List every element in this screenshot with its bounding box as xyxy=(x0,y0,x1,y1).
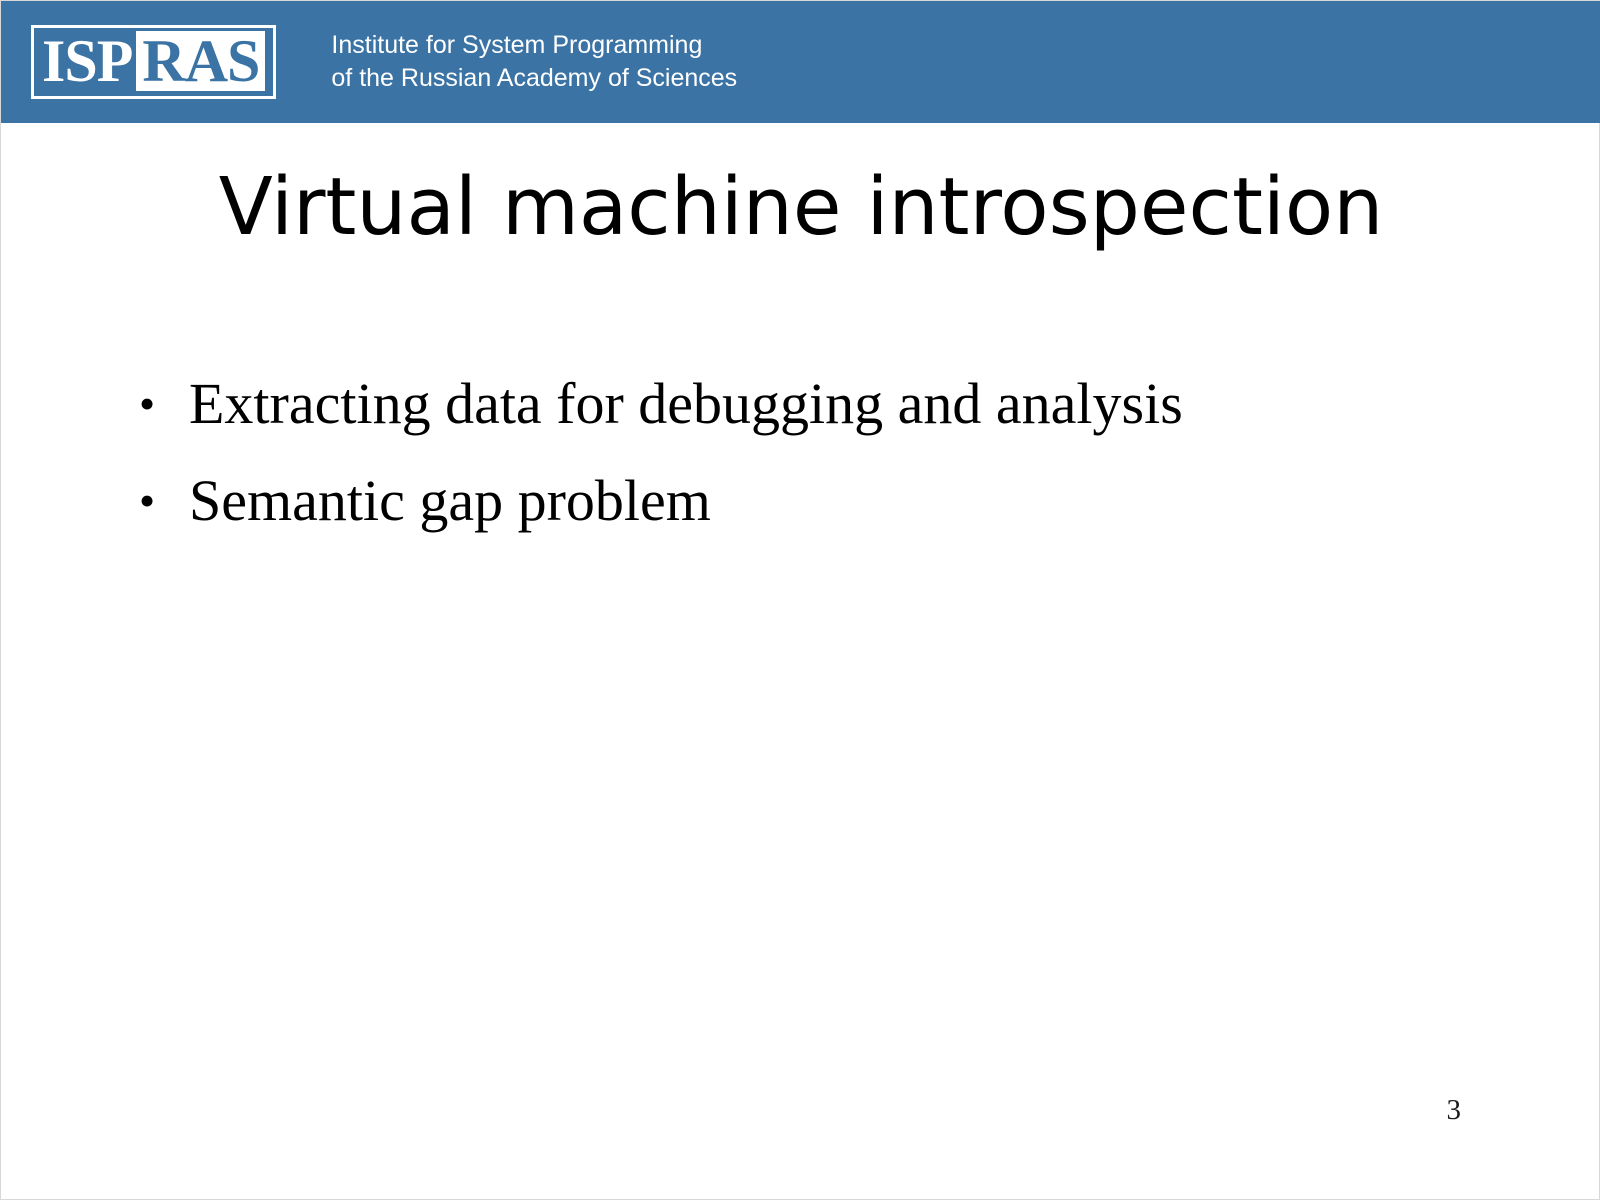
list-item xyxy=(121,456,1411,545)
list-item-label: Semantic gap problem xyxy=(189,468,711,533)
logo-text-isp: ISP xyxy=(42,28,133,94)
page-title: Virtual machine introspection xyxy=(218,161,1384,253)
list-item xyxy=(121,359,1411,448)
institute-name-line1: Institute for System Programming xyxy=(331,31,703,59)
bullet-marker-icon: • xyxy=(139,378,156,429)
slide-header-band xyxy=(1,1,1600,123)
bullet-marker-icon: • xyxy=(139,475,156,526)
institute-name xyxy=(331,29,737,95)
bullet-list xyxy=(121,359,1411,553)
page-number: 3 xyxy=(1446,1094,1461,1126)
ispras-logo xyxy=(31,25,276,99)
logo-text-ras: RAS xyxy=(136,31,265,91)
logo-box xyxy=(31,25,276,99)
list-item-label: Extracting data for debugging and analysis xyxy=(189,371,1183,436)
institute-name-line2: of the Russian Academy of Sciences xyxy=(331,64,738,92)
